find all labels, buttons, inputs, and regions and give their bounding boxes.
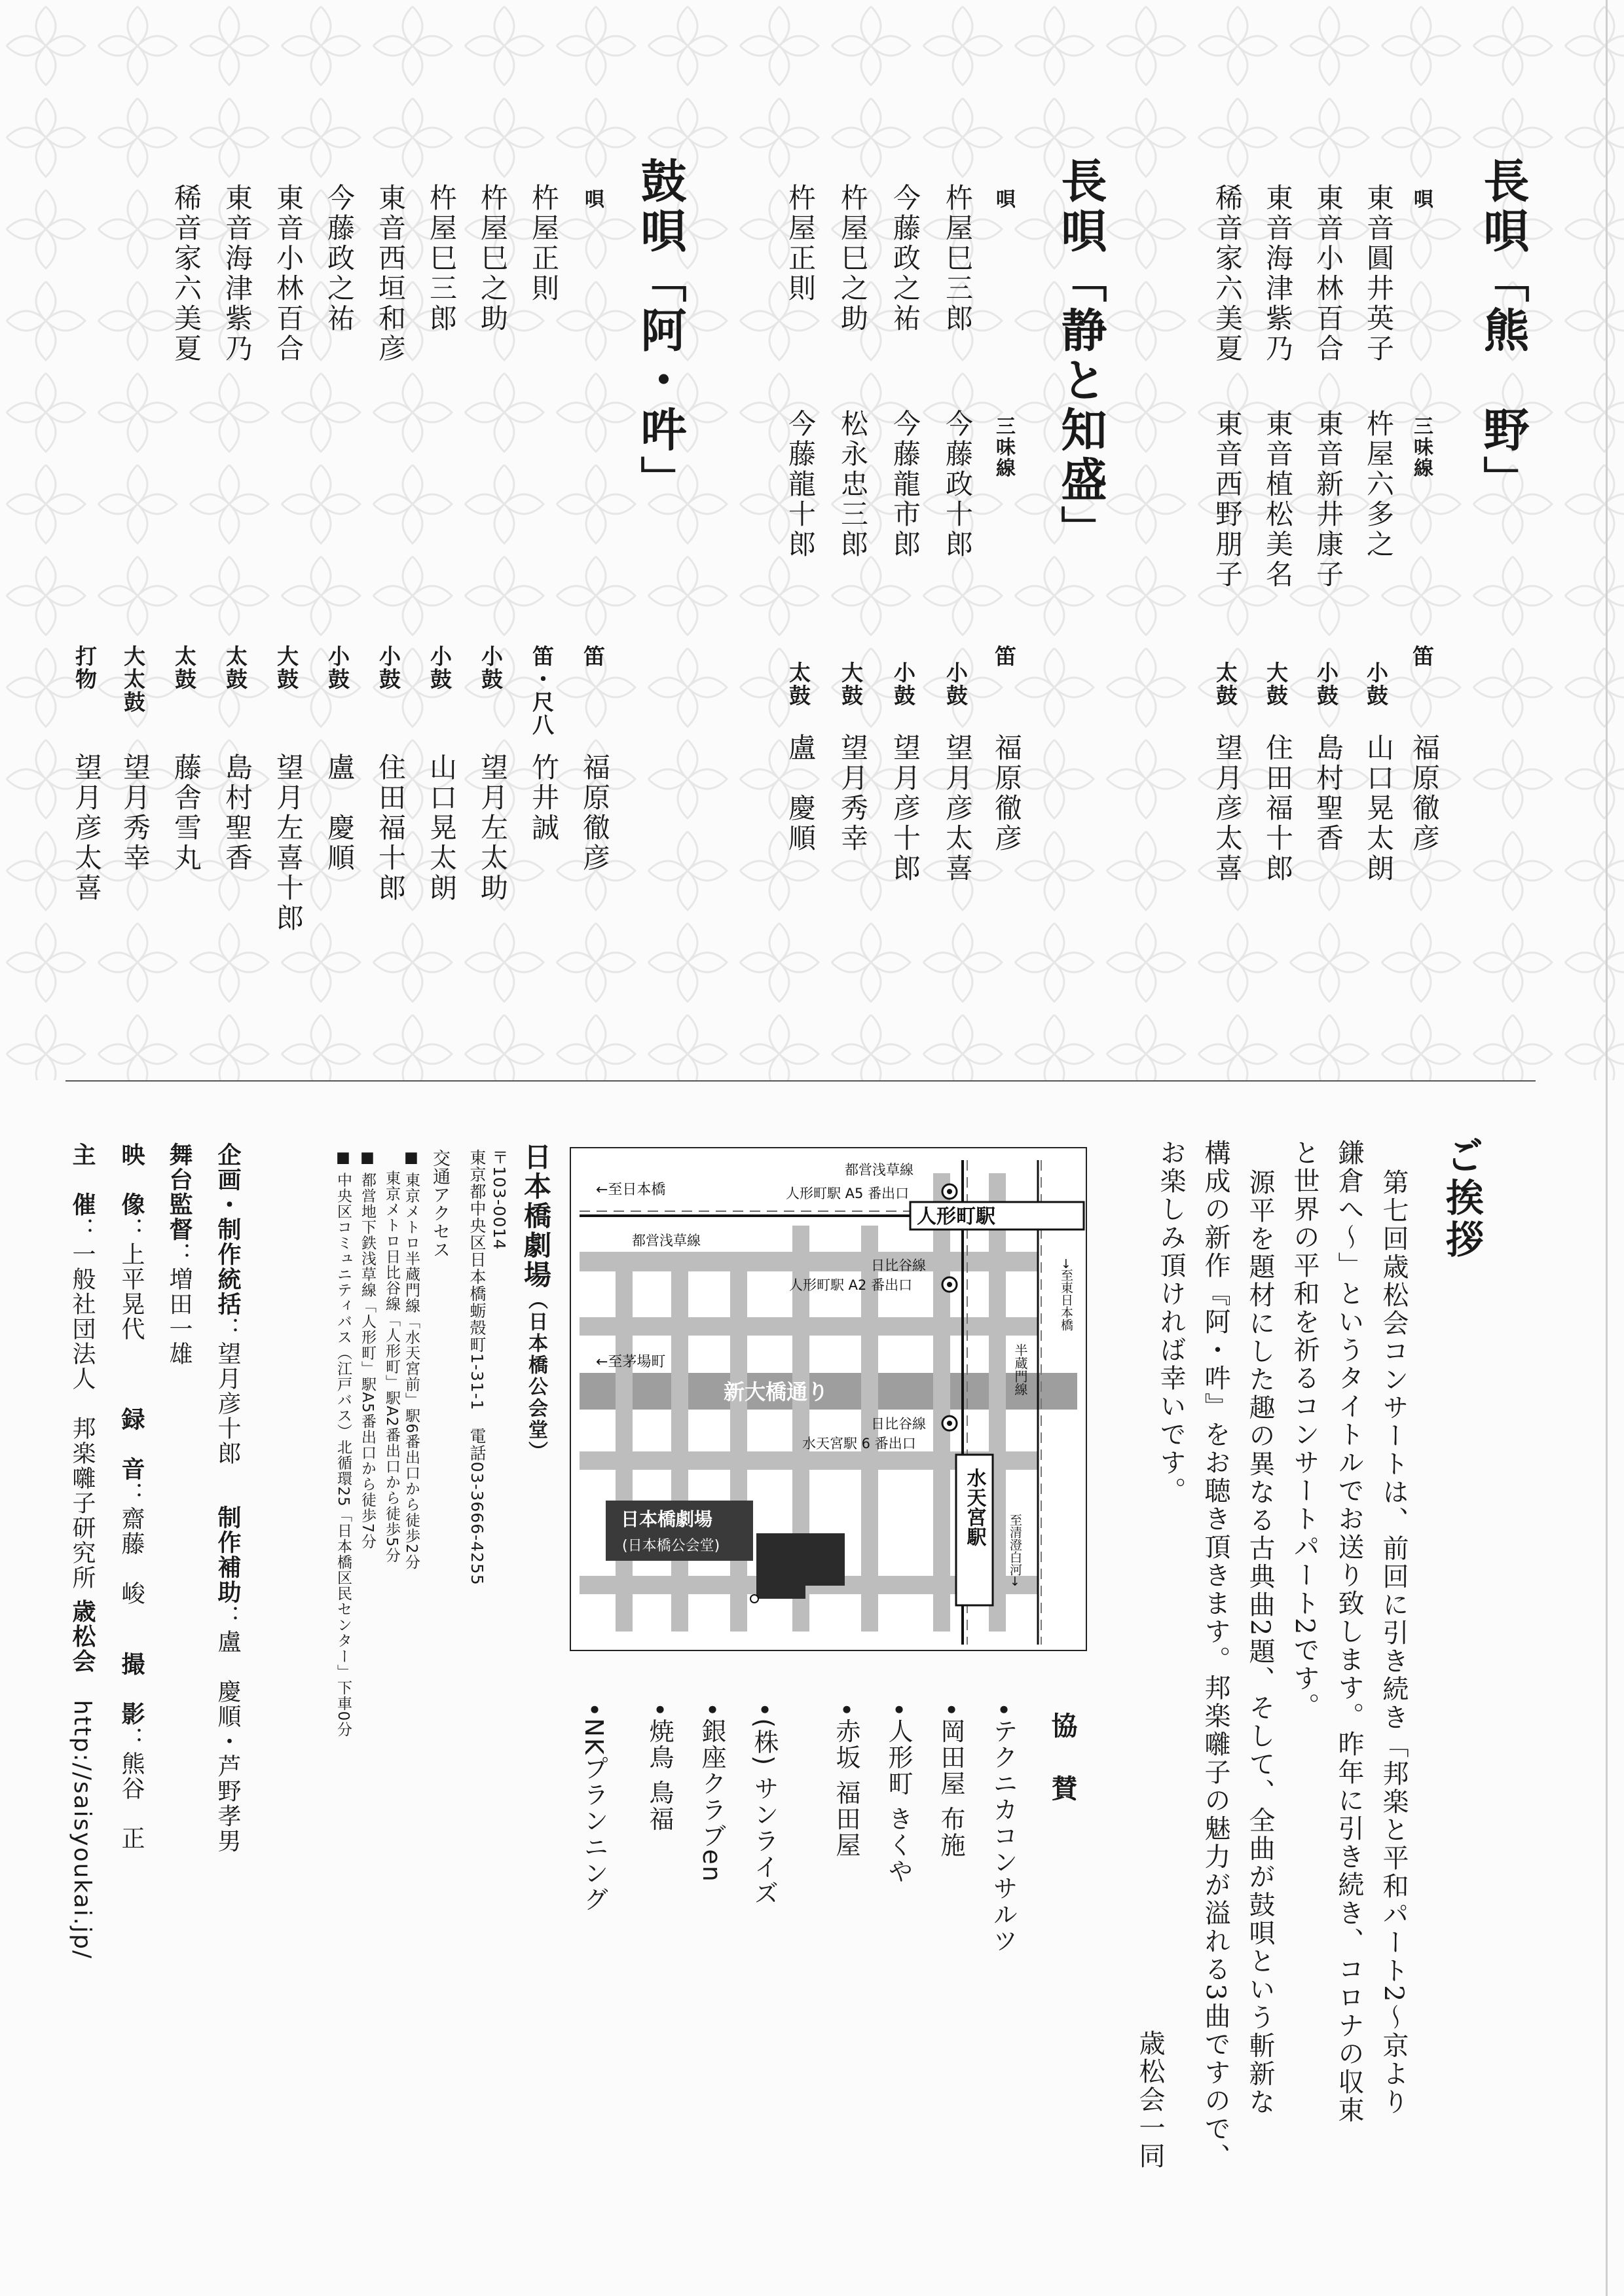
access-line: 東京メトロ日比谷線「人形町」駅A2番出口から徒歩5分 [383,1149,400,1563]
street [671,1265,688,1631]
performer-name: 山口晃太朗 [426,753,458,903]
map-label: 人形町駅 A5 番出口 [786,1186,910,1201]
instrument-label: 小鼓 [376,645,401,691]
performer-name: 島村聖香 [1312,733,1344,854]
map-label: 人形町駅 [917,1205,995,1228]
performer-name: 望月彦太喜 [1211,733,1244,884]
instrument-label: 太鼓 [223,645,248,691]
greeting-line: と世界の平和を祈るコンサートパート2です。 [1289,1139,1320,1721]
credit-line: 企画・制作統括：望月彦十郎制作補助：盧 慶順・芦野孝男 [214,1142,241,1853]
performer-name: 望月左太助 [477,753,509,903]
greeting-signature: 歳松会一同 [1135,2030,1165,2170]
instrument-label: 太鼓 [786,661,811,707]
performer-name: 杵屋巳三郎 [942,183,974,334]
greeting-line: 構成の新作『阿・吽』をお聴き頂きます。邦楽囃子の魅力が溢れる3曲ですので、 [1200,1139,1230,2172]
sponsor-item: •人形町 きくや [884,1702,913,1885]
performer-name: 望月彦十郎 [889,733,921,884]
credit-line: 映 像：上平晃代録 音：齋藤 峻撮 影：熊谷 正 [118,1142,145,1851]
performer-name: 望月秀幸 [119,753,151,873]
performer-name: 望月彦太喜 [71,753,103,903]
performer-name: 今藤龍市郎 [889,409,921,560]
uta-label: 唄 [1410,189,1433,210]
map-label: 半蔵門線 [1012,1343,1028,1396]
greeting-heading: ご挨拶 [1439,1136,1484,1262]
performer-name: 東音圓井英子 [1363,183,1395,364]
instrument-label: 打物 [72,645,98,691]
street [616,1265,633,1631]
instrument-label: 小鼓 [325,645,350,691]
street [730,1265,747,1631]
section-divider [65,1080,1536,1082]
performer-name: 住田福十郎 [1262,733,1294,884]
map-label: ←至茅場町 [596,1354,666,1370]
credit-line: 主 催：一般社団法人 邦楽囃子研究所 歳松会http://saisyoukai.jp/ [69,1142,96,1960]
access-line: ■ 東京メトロ半蔵門線「水天宮前」駅6番出口から徒歩2分 [403,1149,420,1570]
exit-marker-dot [947,1421,952,1426]
performer-name: 松永忠三郎 [837,409,869,560]
map-label: →至東日本橋 [1059,1258,1073,1331]
exit-marker-dot [947,1189,952,1194]
instrument-label: 笛・尺八 [529,645,555,737]
performer-name: 今藤政之祐 [323,183,356,334]
performer-name: 山口晃太朗 [1363,733,1395,884]
sponsors-heading: 協 賛 [1047,1712,1077,1806]
performer-name: 望月彦太喜 [942,733,974,884]
uta-label: 唄 [992,189,1015,210]
performer-name: 福原徹彦 [579,753,611,873]
sponsor-item: •NKプランニング [580,1702,608,1913]
instrument-label: 小鼓 [1363,661,1389,707]
performer-name: 稀音家六美夏 [1211,183,1244,364]
access-line: ■ 都営地下鉄浅草線「人形町」駅A5番出口から徒歩7分 [359,1149,376,1550]
theater-pin [750,1595,758,1603]
instrument-label: 大鼓 [274,645,299,691]
credit-line: 舞台監督：増田一雄 [166,1142,193,1366]
greeting-line: 第七回歳松会コンサートは、前回に引き続き「邦楽と平和パート2〜京より [1378,1169,1409,2117]
performer-name: 福原徹彦 [1409,733,1441,854]
performer-name: 東音小林百合 [1312,183,1344,364]
sponsor-item: •赤坂 福田屋 [832,1702,860,1859]
performer-name: 東音西垣和彦 [375,183,407,364]
performer-name: 東音海津紫乃 [221,183,253,364]
performer-name: 稀音家六美夏 [170,183,202,364]
performer-name: 東音植松美名 [1262,409,1294,590]
instrument-label: 太鼓 [1213,661,1238,707]
sponsor-item: •焼鳥 鳥福 [645,1702,674,1832]
uta-label: 唄 [581,189,604,210]
instrument-label: 小鼓 [427,645,452,691]
map-label: 都営浅草線 [845,1162,913,1178]
right-edge-rule [1606,0,1608,2296]
performer-name: 島村聖香 [221,753,253,873]
instrument-label: 小鼓 [943,661,969,707]
sponsor-item: •テクニカコンサルツ [989,1702,1018,1954]
sponsor-item: •(株) サンライズ [750,1702,779,1907]
performer-name: 東音小林百合 [272,183,304,364]
map-label: 日本橋劇場 [621,1508,713,1530]
map-label: 日比谷線 [871,1416,926,1432]
greeting-line: 鎌倉へ〜」というタイトルでお送り致します。昨年に引き続き、コロナの収束 [1334,1139,1364,2124]
program-title: 鼓唄「阿・吽」 [633,157,687,505]
performer-name: 今藤政之祐 [889,183,921,334]
map-label: 至清澄白河→ [1008,1514,1022,1586]
performer-name: 望月秀幸 [837,733,869,854]
instrument-label: 大太鼓 [120,645,146,714]
sponsor-item: •銀座クラブen [697,1702,726,1883]
performer-name: 藤舎雪丸 [170,753,202,873]
performer-name: 盧 慶順 [784,733,817,854]
map-label: 都営浅草線 [632,1233,701,1248]
map-label: 水天宮駅 [963,1468,986,1546]
access-map [570,1147,1087,1651]
performer-name: 東音新井康子 [1312,409,1344,590]
hayashi-label: 笛 [991,645,1017,668]
performer-name: 杵屋六多之 [1363,409,1395,560]
instrument-label: 大鼓 [838,661,864,707]
instrument-label: 小鼓 [1314,661,1339,707]
performer-name: 望月左喜十郎 [272,753,304,934]
performer-name: 盧 慶順 [323,753,356,873]
sponsor-item: •岡田屋 布施 [936,1702,965,1859]
performer-name: 杵屋巳之助 [837,183,869,334]
instrument-label: 小鼓 [478,645,504,691]
exit-marker-dot [947,1282,952,1287]
map-label: ←至日本橋 [596,1182,666,1198]
greeting-line: お楽しみ頂ければ幸いです。 [1156,1139,1186,1505]
map-label: 新大橋通り [724,1379,829,1404]
performer-name: 今藤政十郎 [942,409,974,560]
performer-name: 今藤龍十郎 [784,409,817,560]
venue-address: 東京都中央区日本橋蛎殻町1-31-1 電話03-3666-4255 [468,1149,487,1586]
instrument-label: 小鼓 [891,661,916,707]
greeting-line: 源平を題材にした趣の異なる古典曲2題、そして、全曲が鼓唄という斬新な [1245,1169,1275,2117]
shamisen-label: 三味線 [1410,416,1433,479]
program-title: 長唄「熊 野」 [1476,157,1530,505]
map-label: 日比谷線 [871,1258,926,1273]
hayashi-label: 笛 [580,645,606,668]
shamisen-label: 三味線 [992,416,1015,479]
map-label: 水天宮駅 6 番出口 [802,1436,916,1451]
venue-name: 日本橋劇場（日本橋公会堂） [520,1142,552,1463]
performer-name: 杵屋正則 [528,183,560,304]
performer-name: 東音海津紫乃 [1262,183,1294,364]
performer-name: 杵屋巳之助 [477,183,509,334]
access-line: ■ 中央区コミュニティバス（江戸バス）北循環25「日本橋区民センター」下車0分 [335,1149,352,1738]
performer-name: 住田福十郎 [375,753,407,903]
instrument-label: 大鼓 [1263,661,1289,707]
instrument-label: 太鼓 [172,645,197,691]
performer-name: 東音西野朋子 [1211,409,1244,590]
performer-name: 杵屋巳三郎 [426,183,458,334]
performer-name: 杵屋正則 [784,183,817,304]
hayashi-label: 笛 [1409,645,1435,668]
performer-name: 福原徹彦 [991,733,1023,854]
map-label: 人形町駅 A2 番出口 [789,1277,913,1293]
map-label: (日本橋公会堂) [622,1538,720,1554]
street [933,1173,950,1631]
access-title: 交通アクセス [430,1149,450,1259]
program-title: 長唄「静と知盛」 [1054,157,1107,555]
website-link[interactable]: http://saisyoukai.jp/ [69,1700,96,1960]
venue-postal: 〒103-0014 [490,1149,509,1250]
performer-name: 竹井誠 [528,753,560,843]
